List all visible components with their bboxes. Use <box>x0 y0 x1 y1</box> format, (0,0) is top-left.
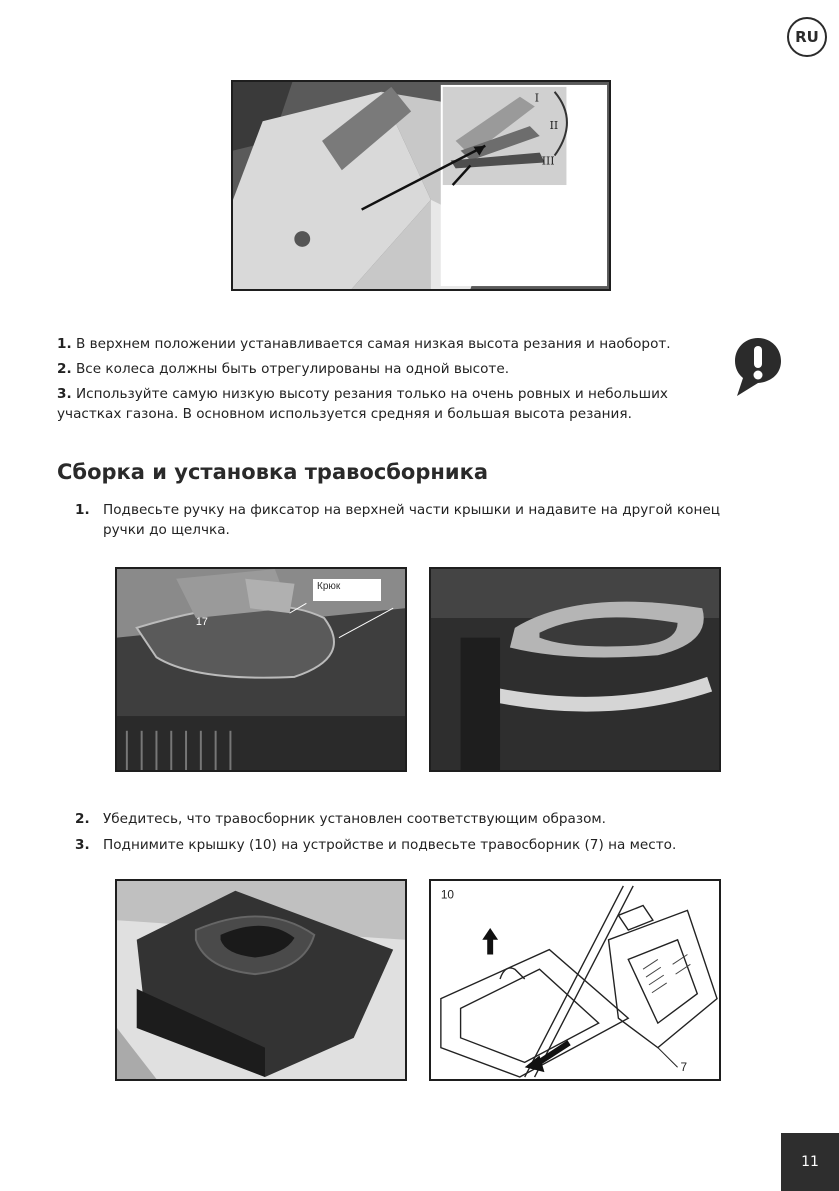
height-adjust-photo <box>231 80 611 291</box>
step-2: 2. Убедитесь, что травосборник установлен соответствующим образом. <box>75 811 606 827</box>
page-number: 11 <box>781 1133 839 1191</box>
step-1: 1. Подвесьте ручку на фиксатор на верхней части крышки и надавите на другой конец ручки до щелчка. <box>75 502 720 538</box>
step-3: 3. Поднимите крышку (10) на устройстве и подвесьте травосборник (7) на место. <box>75 837 677 853</box>
hook-number-label: 17 <box>195 615 208 628</box>
language-badge: RU <box>787 17 827 57</box>
note-1: 1. В верхнем положении устанавливается самая низкая высота резания и наоборот. <box>57 336 671 352</box>
grass-catcher-photo <box>115 879 407 1081</box>
hook-photo <box>115 567 407 772</box>
lid-number-label: 10 <box>440 888 455 902</box>
notes-block <box>57 334 722 429</box>
lid-catcher-diagram <box>429 879 721 1081</box>
note-3: 3. Используйте самую низкую высоту резания только на очень ровных и небольших участках газона. В основном используется средняя и большая высота резания. <box>57 386 668 422</box>
position-label-iii: III <box>541 154 555 168</box>
position-label-ii: II <box>549 119 559 133</box>
catcher-number-label: 7 <box>680 1061 688 1075</box>
note-2: 2. Все колеса должны быть отрегулированы на одной высоте. <box>57 361 510 377</box>
position-label-i: I <box>534 91 540 105</box>
exclamation-speech-icon <box>733 336 783 398</box>
section-title: Сборка и установка травосборника <box>57 460 489 484</box>
handle-photo <box>429 567 721 772</box>
hook-label: Крюк <box>313 579 381 601</box>
